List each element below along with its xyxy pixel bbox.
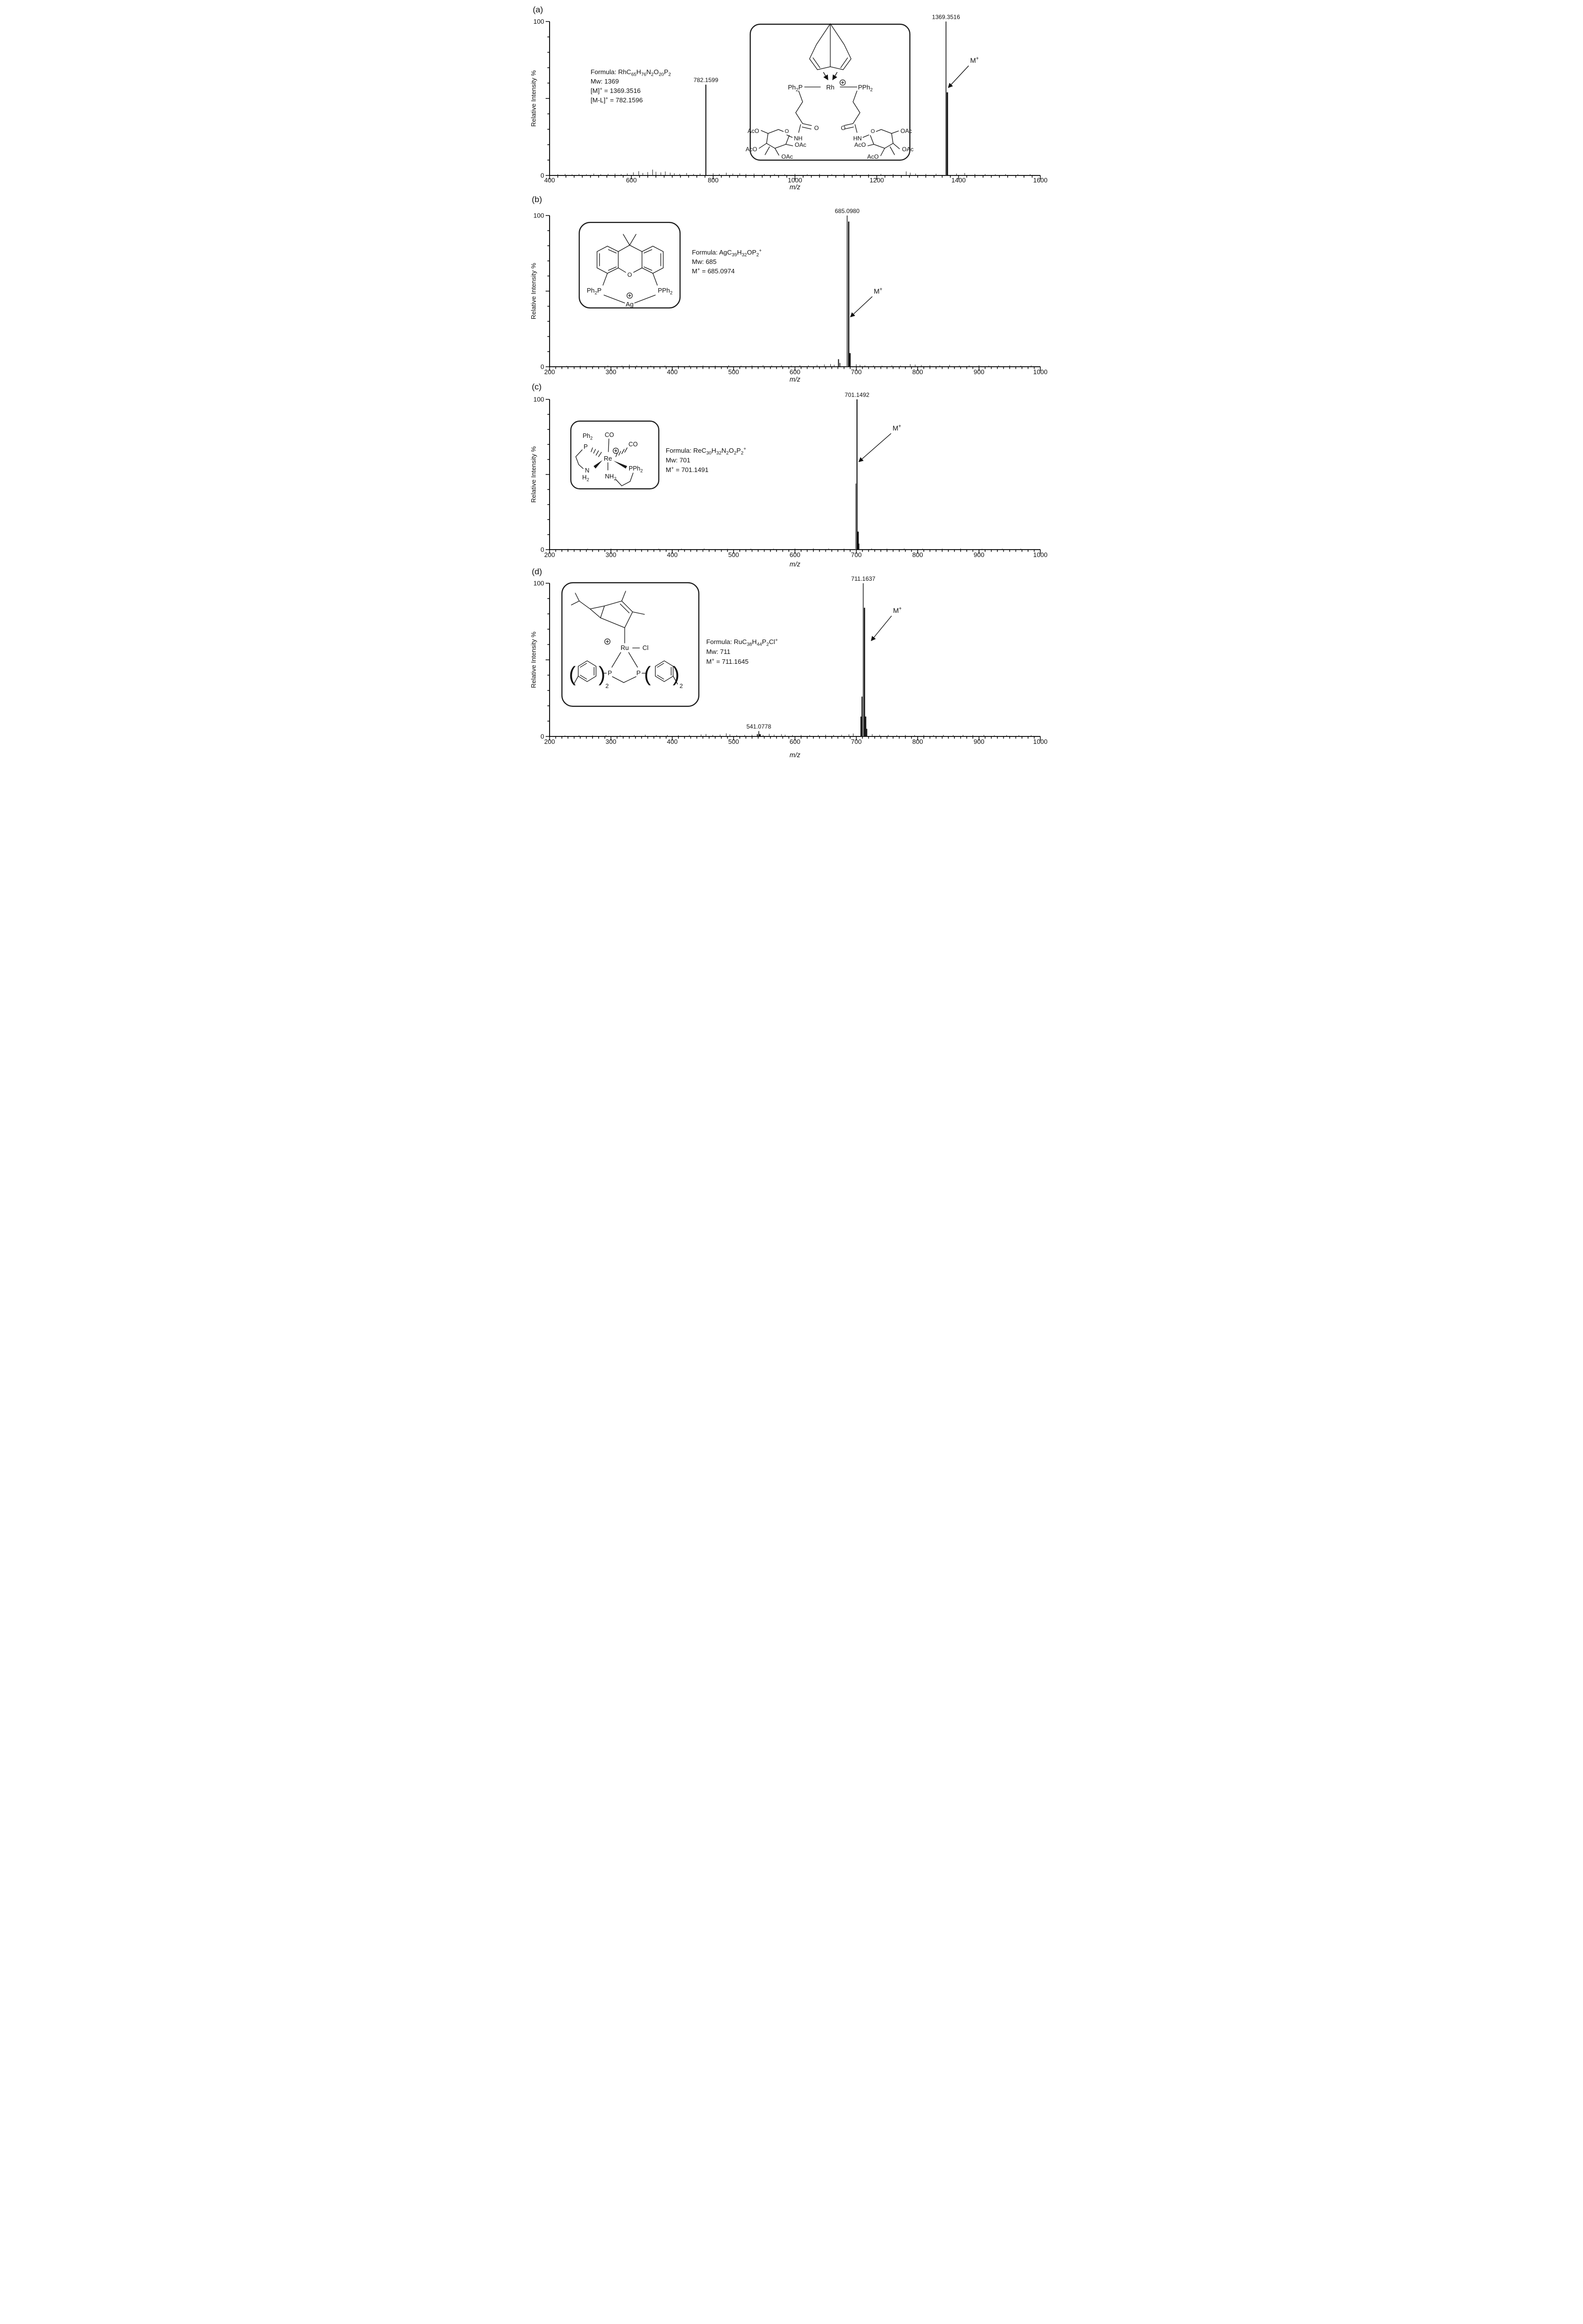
x-tick-label: 400 <box>666 368 678 376</box>
x-tick-label: 500 <box>728 738 739 745</box>
y-tick-label-100: 100 <box>533 395 544 403</box>
peak-label: 782.1599 <box>693 77 718 84</box>
structure-atom-label: $H_2$ <box>582 474 589 482</box>
x-tick-label: 800 <box>707 176 719 184</box>
m-plus-arrow <box>948 66 969 87</box>
annotation-line: Formula: $AgC_{39}H_{32}OP_2^+$ <box>691 248 762 258</box>
structure-atom-label: CO <box>604 431 614 438</box>
structure-atom-label: AcO <box>854 141 866 148</box>
spectrum-panel-a <box>530 5 1047 191</box>
panel-letter: (c) <box>531 382 542 391</box>
x-tick-label: 300 <box>605 551 616 559</box>
structure-atom-label: OAc <box>900 128 912 134</box>
panel-letter: (d) <box>531 567 542 576</box>
structure-atom-label: ) <box>598 662 605 686</box>
structure-atom-label: 2 <box>605 683 609 689</box>
panel-letter: (b) <box>531 195 542 204</box>
x-tick-label: 800 <box>912 368 923 376</box>
x-axis-title: m/z <box>789 183 800 191</box>
x-tick-label: 700 <box>851 368 861 376</box>
x-tick-label: 200 <box>544 551 555 559</box>
spectrum-panel-c <box>530 382 1047 568</box>
annotation-line: [M-L]+ = 782.1596 <box>590 95 643 104</box>
panel-letter: (a) <box>532 5 543 14</box>
y-tick-label-0: 0 <box>540 546 544 554</box>
annotation-line: Mw: 1369 <box>590 78 619 85</box>
figure-root <box>528 0 1056 775</box>
structure-atom-label: ( <box>643 662 651 686</box>
m-plus-label: M+ <box>970 56 979 64</box>
structure-atom-label: O <box>627 271 632 278</box>
structure-atom-label: PPh$_2$ <box>657 287 673 296</box>
structure-atom-label: O <box>813 125 819 131</box>
structure-inset <box>745 24 913 160</box>
structure-atom-label: AcO <box>747 128 759 134</box>
m-plus-label: M+ <box>892 424 901 432</box>
x-tick-label: 600 <box>789 551 800 559</box>
structure-atom-label: O <box>840 125 846 131</box>
structure-atom-label: ) <box>672 662 680 686</box>
y-axis-title: Relative Intensity % <box>529 70 537 127</box>
structure-atom-label: OAc <box>781 153 793 160</box>
structure-atom-label: P <box>607 669 612 677</box>
structure-atom-label: HN <box>853 135 862 142</box>
x-tick-label: 1000 <box>787 176 802 184</box>
x-tick-label: 300 <box>605 738 616 745</box>
x-tick-label: 700 <box>851 551 861 559</box>
structure-box <box>562 583 699 706</box>
structure-inset <box>579 222 680 308</box>
structure-inset <box>571 421 659 489</box>
annotation-line: Mw: 701 <box>665 456 690 464</box>
structure-atom-label: CO <box>628 441 638 448</box>
x-tick-label: 400 <box>666 551 678 559</box>
m-plus-label: M+ <box>873 287 883 295</box>
x-tick-label: 800 <box>912 551 923 559</box>
spectrum-panel-b <box>530 195 1047 383</box>
peak-label: 711.1637 <box>851 575 875 582</box>
x-tick-label: 1200 <box>869 176 884 184</box>
structure-atom-label: OAc <box>901 146 913 153</box>
structure-atom-label: P <box>636 669 641 677</box>
annotation-line: Formula: $ReC_{30}H_{32}N_2O_2P_2^+$ <box>665 446 746 456</box>
structure-atom-label: Ru <box>620 644 629 651</box>
x-tick-label: 600 <box>626 176 637 184</box>
annotation-line: Mw: 711 <box>706 648 730 655</box>
structure-atom-label: Rh <box>826 84 834 91</box>
x-tick-label: 600 <box>789 738 800 745</box>
structure-atom-label: AcO <box>867 153 879 160</box>
x-tick-label: 400 <box>666 738 678 745</box>
x-axis-title: m/z <box>789 376 800 383</box>
peak-label: 1369.3516 <box>932 13 960 21</box>
y-tick-label-100: 100 <box>533 18 544 25</box>
y-axis-title: Relative Intensity % <box>529 631 537 689</box>
structure-atom-label: N <box>584 467 590 474</box>
x-axis-title: m/z <box>789 560 800 568</box>
x-tick-label: 900 <box>973 738 984 745</box>
x-tick-label: 1400 <box>951 176 966 184</box>
peak-label: 541.0778 <box>746 723 771 731</box>
structure-atom-label: NH <box>793 135 803 142</box>
x-tick-label: 700 <box>851 738 861 745</box>
structure-atom-label: PPh$_2$ <box>628 465 643 473</box>
annotation-line: M+ = 711.1645 <box>706 657 749 665</box>
mass-spectra-figure <box>528 0 1056 775</box>
m-plus-arrow <box>859 433 891 462</box>
structure-atom-label: Cl <box>642 644 648 651</box>
structure-atom-label: $Ph_2P$ <box>586 287 601 296</box>
x-tick-label: 1000 <box>1033 368 1047 376</box>
structure-atom-label: Ag <box>625 301 634 308</box>
annotation-line: M+ = 685.0974 <box>691 266 735 275</box>
x-tick-label: 1600 <box>1033 176 1047 184</box>
y-axis-title: Relative Intensity % <box>529 446 537 503</box>
structure-atom-label: $Ph_2P$ <box>787 84 803 92</box>
annotation-line: Formula: $RuC_{38}H_{44}P_2Cl^+$ <box>706 637 778 647</box>
x-tick-label: 200 <box>544 368 555 376</box>
m-plus-label: M+ <box>893 606 902 614</box>
y-tick-label-0: 0 <box>540 363 544 371</box>
annotation-line: Formula: $RhC_{65}H_{76}N_2O_{20}P_2$ <box>590 68 671 78</box>
structure-atom-label: O <box>784 129 789 134</box>
y-tick-label-0: 0 <box>540 732 544 740</box>
peak-label: 685.0980 <box>834 208 859 215</box>
x-tick-label: 300 <box>605 368 616 376</box>
x-tick-label: 500 <box>728 551 739 559</box>
structure-inset <box>562 583 699 706</box>
structure-atom-label: $Ph_2$ <box>582 432 593 441</box>
m-plus-arrow <box>851 297 872 317</box>
structure-atom-label: Re <box>603 455 612 462</box>
y-tick-label-0: 0 <box>540 172 544 179</box>
annotation-line: [M]+ = 1369.3516 <box>590 86 641 94</box>
annotation-line: M+ = 701.1491 <box>665 465 709 473</box>
x-tick-label: 600 <box>789 368 800 376</box>
structure-atom-label: ( <box>568 662 576 686</box>
spectrum-panel-d <box>530 567 1047 759</box>
x-tick-label: 200 <box>544 738 555 745</box>
x-tick-label: 800 <box>912 738 923 745</box>
annotation-line: Mw: 685 <box>691 258 717 265</box>
m-plus-arrow <box>871 616 892 641</box>
y-axis-title: Relative Intensity % <box>529 262 537 320</box>
peak-label: 701.1492 <box>844 391 869 398</box>
structure-atom-label: $NH_2$ <box>604 473 616 481</box>
x-tick-label: 900 <box>973 551 984 559</box>
x-tick-label: 1000 <box>1033 551 1047 559</box>
structure-atom-label: AcO <box>745 146 757 153</box>
y-tick-label-100: 100 <box>533 212 544 219</box>
x-tick-label: 900 <box>973 368 984 376</box>
x-axis-title: m/z <box>789 751 800 759</box>
x-tick-label: 1000 <box>1033 738 1047 745</box>
panels-root <box>530 5 1047 759</box>
structure-atom-label: 2 <box>679 683 683 689</box>
x-tick-label: 500 <box>728 368 739 376</box>
structure-atom-label: O <box>870 129 875 134</box>
y-tick-label-100: 100 <box>533 579 544 587</box>
x-tick-label: 400 <box>544 176 555 184</box>
structure-atom-label: PPh$_2$ <box>857 84 873 92</box>
structure-atom-label: P <box>583 443 588 450</box>
structure-atom-label: OAc <box>794 141 806 148</box>
